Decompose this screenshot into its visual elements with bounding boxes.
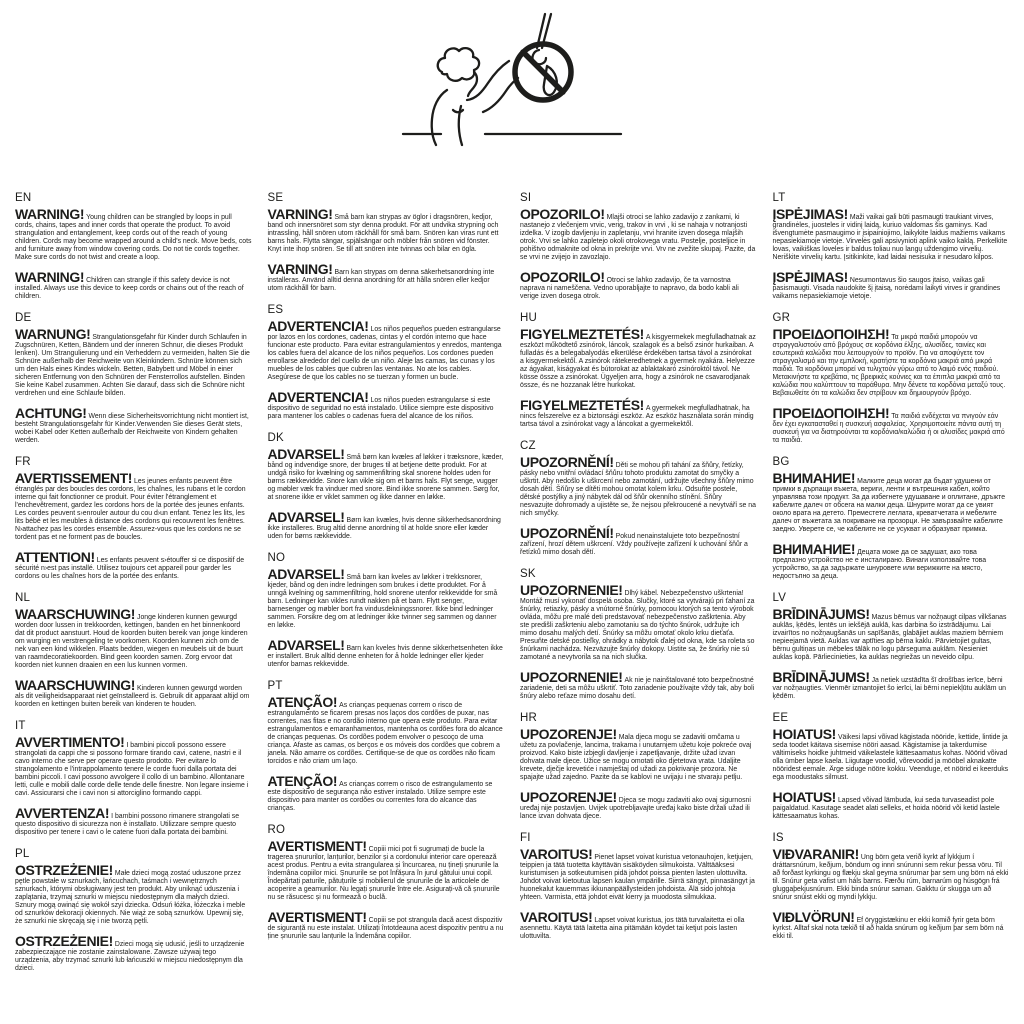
warning-body: Små barn kan kveles av løkker i trekksnorer, kjeder, bånd og den indre ledningen som brukes i dette produktet. For å unngå kvelning og sammenfiltring, hold snorene utenfor rekkevidde for små barn. Ledninger kan vikles rundt nakken på et barn. Flytt senger, barnesenger og møbler bort fra vindusdekningssnorer. Ikke bind ledninger sammen. Forsikre deg om at ledninger ikke tvinner seg sammen og danner en løkke. xyxy=(267,574,498,629)
warning-paragraph xyxy=(773,406,1010,445)
lang-section-es xyxy=(268,304,505,421)
warning-body: Dlhý kábel. Nebezpečenstvo uškrtenia! Montáž musí vykonať dospelá osoba. Slučky, ktoré sa vytvárajú pri ťahaní za šnúrky, retiazky, pásky a vnútorné šnúrky, pomocou ktorých sa tento výrobok ovláda, môžu pre malé deti predstavovať nebezpečenstvo zaškrtenia. Aby ste predišli zaškrteniu alebo zamotaniu sa do týchto šnúrok, udržujte ich mimo dosahu malých detí. Šnúrky sa môžu omotať okolo krku dieťaťa. Presuňte detské postieľky, ohrádky a nábytok ďalej od okna, kde sa roleta so šnúrkami nachádza. Nezväzujte šnúrky dokopy. Uistite sa, že šnúrky nie sú zamotané a nevytvorila sa na nich slučka. xyxy=(520,590,755,661)
warning-body: Barn kan kveles hvis denne sikkerhetsenheten ikke er installert. Bruk alltid denne enheten for å holde ledninger eller kjeder utenfor barnas rekkevidde. xyxy=(267,645,503,668)
warning-title: UPOZORNENIE! xyxy=(520,582,623,598)
warning-body: I bambini piccoli possono essere strangolati da cappi che si possono formare tirando cavi, catene, nastri e il cavo interno che serve per operare questo prodotto. Per evitare lo strangolamento e l'intrappolamento tenere le corde fuori dalla portata dei bambini piccoli. I cavi possono avvolgere il collo di un bambino. Allontanare letti, culle e mobili dalle corde delle tende delle finestre. Non legare insieme i cavi. Assicurarsi che i cavi non si attorciglino formando cappi. xyxy=(15,742,249,797)
warning-body: Mlajši otroci se lahko zadavijo z zankami, ki nastanejo z vlečenjem vrvic, verig, trakov in vrvi , ki se nahaja v notranjosti izdelka. V izogib davljenju in zapletanju, vrvi hranite izven dosega mlajših otrok. Vrvi se lahko zapletejo okoli otrokovega vratu. Postelje, posteljice in pohištvo odmaknite od okna in prekrijte vrvi. Vrv ne zvežite skupaj. Pazite, da se vrvi ne zvijejo in zavozlajo. xyxy=(520,214,756,261)
warning-paragraph xyxy=(520,847,757,902)
warning-paragraph xyxy=(773,270,1010,301)
warning-title: UPOZORENJE! xyxy=(520,726,617,742)
warning-title: ADVARSEL! xyxy=(267,446,345,462)
lang-section-no xyxy=(268,552,505,669)
warning-body: Mazus bērnus var nožņaugt cilpas vilkšanas auklās, ķēdēs, lentēs un iekšējā auklā, kas darbina šo izstrādājumu. Lai izvairītos no nožņaugšanās un sapīšanās, glabājiet auklas maziem bērniem nepieejamā vietā. Auklas var aptīties ap bērna kaklu. Pārvietojiet gultas, bērnu gultiņas un mēbeles tālāk no logu pārseguma auklām. Nesieniet auklas kopā. Pārliecinieties, ka auklas negriežas un neveido cilpu. xyxy=(772,614,1007,661)
language-code: EN xyxy=(15,192,32,204)
warning-title: VIÐLVÖRUN! xyxy=(772,909,855,925)
warning-paragraph xyxy=(773,727,1010,782)
lang-section-bg xyxy=(773,456,1010,581)
warning-title: ADVERTENCIA! xyxy=(267,389,369,405)
warning-paragraph xyxy=(268,774,505,813)
warning-title: WAARSCHUWING! xyxy=(15,677,136,693)
warning-paragraph xyxy=(773,471,1010,534)
warning-paragraph xyxy=(15,735,252,798)
warning-paragraph xyxy=(268,910,505,941)
warning-title: AVERTISMENT! xyxy=(267,909,367,925)
warning-paragraph xyxy=(773,207,1010,262)
warning-paragraph xyxy=(520,207,757,262)
warning-paragraph xyxy=(268,447,505,502)
lang-section-hr xyxy=(520,712,757,821)
warning-title: ATTENTION! xyxy=(15,549,95,565)
warning-body: As crianças pequenas correm o risco de estrangulamento se ficarem presas nos laços dos cordões de puxar, nas correntes, nas fitas e no cordão interno que opera este produto. Para evitar estrangulamentos e emaranhamentos, mantenha os cordões fora do alcance de crianças pequenas. Os cordões podem envolver o pescoço de uma criança. Afaste as camas, os berços e os móveis dos cordões que cobrem a janela. Não amarre os cordões. Certifique-se de que os cordões não ficam torcidos e não criam um laço. xyxy=(267,702,503,765)
warning-body: Maži vaikai gali būti pasmaugti traukiant virves, grandinėles, juosteles ir vidinį laidą, kuriuo valdomas šis gaminys. Kad išvengtumėte pasmaugimo ir įsipainiojimo, laikykite laidus mažiems vaikams nepasiekiamoje vietoje. Virvelės gali apsivynioti aplink vaiko kaklą. Perkelkite lovas, vaikiškas loveles ir baldus toliau nuo langų uždengimo virvelių. Neriškite virvelių kartu. Įsitikinkite, kad laidai nesisuka ir nesudaro kilpos. xyxy=(772,214,1008,261)
warning-paragraph xyxy=(520,670,757,701)
warning-title: UPOZORENJE! xyxy=(520,789,617,805)
warning-paragraph xyxy=(773,327,1010,398)
warning-title: VAROITUS! xyxy=(520,909,593,925)
lang-section-it xyxy=(15,720,252,837)
language-code: EE xyxy=(772,712,789,724)
warning-title: AVERTISMENT! xyxy=(267,838,367,854)
child-cord-prohibition-illustration xyxy=(395,10,630,172)
warning-paragraph xyxy=(15,678,252,709)
lang-section-hu xyxy=(520,312,757,429)
language-code: IT xyxy=(15,720,26,732)
warning-body: Los niños pueden estrangularse si este dispositivo de seguridad no está instalado. Utilice siempre este dispositivo para mantener los cables o cadenas fuera del alcance de los niños. xyxy=(267,397,494,420)
warning-paragraph xyxy=(15,406,252,445)
lang-section-dk xyxy=(268,432,505,541)
warning-paragraph xyxy=(773,847,1010,902)
warning-body: Strangulationsgefahr für Kinder durch Schlaufen in Zugschnüren, Ketten, Bändern und der inneren Schnur, die dieses Produkt lenken). Um Strangulierung und ein Verheddern zu vermeiden, halten Sie die Schnüre außerhalb der Reichweite von Kleinkindern. Schnüre können sich um den Hals eines Kindes wickeln. Betten, Babybett und Möbel in einer sicheren Entfernung von den Schnüren der Fensterrollos aufstellen. Binden Sie keine Kabel zusammen. Achten Sie darauf, dass sich die Schnüre nicht verdrehen und eine Schlaufe bilden. xyxy=(15,334,250,397)
warning-paragraph xyxy=(268,638,505,669)
warning-paragraph xyxy=(773,607,1010,662)
column-4 xyxy=(773,184,1010,984)
warning-title: FIGYELMEZTETÉS! xyxy=(520,397,644,413)
warning-title: VARNING! xyxy=(267,206,333,222)
lang-section-nl xyxy=(15,592,252,709)
lang-section-sk xyxy=(520,568,757,701)
warning-title: ĮSPĖJIMAS! xyxy=(772,206,848,222)
warning-paragraph xyxy=(268,319,505,382)
warning-body: Copiii mici pot fi sugrumați de bucle la tragerea șnururilor, lanțurilor, benzilor și a cordonului interior care operează acest produs. Pentru a evita strangularea și încurcarea, nu țineți șnururile la îndemâna copiilor mici. Șnururile se pot înfășura în jurul gâtului unui copil. Îndepărtați paturile, pătuțurile și mobilierul de șnururile de la articolele de acoperire a geamurilor. Nu legați șnururile între ele. Asigurați-vă că șnururile nu se răsucesc și nu formează o buclă. xyxy=(267,846,500,901)
warning-paragraph xyxy=(268,390,505,421)
warning-body: Lapset voivat kuristua, jos tätä turvalaitetta ei olla asennettu. Käytä tätä laitetta aina pitämään köydet tai ketjut pois lasten ulottuvilta. xyxy=(520,917,745,940)
warning-paragraph xyxy=(773,790,1010,821)
warning-title: WAARSCHUWING! xyxy=(15,606,136,622)
warning-paragraph xyxy=(520,270,757,301)
language-code: IS xyxy=(772,832,784,844)
warning-title: VARNING! xyxy=(267,261,333,277)
lang-section-ee xyxy=(773,712,1010,821)
warning-body: Nesumontavus šio saugos įtaiso, vaikas gali pasismaugti. Visada naudokite šį įtaisą, norėdami laikyti virves ir grandines vaikams nepasiekiamoje vietoje. xyxy=(772,277,1001,300)
warning-title: ACHTUNG! xyxy=(15,405,87,421)
warning-title: WARNING! xyxy=(15,269,85,285)
lang-section-pl xyxy=(15,848,252,973)
warning-body: Children can strangle if this safety device is not installed. Always use this device to keep cords or chains out of the reach of children. xyxy=(15,277,244,300)
language-code: ES xyxy=(267,304,284,316)
language-columns xyxy=(0,178,1024,984)
warning-body: Děti se mohou při tahání za šňůry, řetízky, pásky nebo vnitřní ovládací šňůru tohoto produktu zamotat do smyčky a uškrtit. Aby nedošlo k uškrcení nebo zamotání, udržujte všechny šňůry mimo dosah dětí. Šňůry se dítěti mohou omotat kolem krku. Odsuňte postele, dětské postýlky a jiný nábytek dál od šňůr okenního stínění. Šňůry nesvazujte dohromady a ujistěte se, že nejsou překroucené a nevytváří se na nich smyčky. xyxy=(520,462,756,517)
lang-section-ro xyxy=(268,824,505,941)
column-1 xyxy=(15,184,252,984)
language-code: CZ xyxy=(520,440,536,452)
warning-paragraph xyxy=(520,790,757,821)
warning-title: FIGYELMEZTETÉS! xyxy=(520,326,644,342)
warning-paragraph xyxy=(15,806,252,837)
warning-body: Τα παιδιά ενδέχεται να πνιγούν εάν δεν έχει εγκατασταθεί η συσκευή ασφαλείας. Χρησιμοποιείτε πάντα αυτή τη συσκευή για να διατηρούνται τα κορδόνια/καλώδια ή οι αλυσίδες μακριά από τα παιδιά. xyxy=(772,413,1005,444)
warning-body: Copiii se pot strangula dacă acest dispozitiv de siguranță nu este instalat. Utilizați întotdeauna acest dispozitiv pentru a nu ține șnururile sau lanțurile la îndemâna copiilor. xyxy=(267,917,504,940)
language-code: LV xyxy=(772,592,787,604)
warning-title: AVERTISSEMENT! xyxy=(15,470,133,486)
warning-body: Ak nie je nainštalované toto bezpečnostné zariadenie, deti sa môžu uškrtiť. Toto zariadenie používajte vždy tak, aby boli šnúry alebo reťaze mimo dosahu detí. xyxy=(520,677,755,700)
warning-title: VAROITUS! xyxy=(520,846,593,862)
warning-paragraph xyxy=(268,510,505,541)
warning-body: Les jeunes enfants peuvent être étranglés par des boucles des cordons, les chaînes, les rubans et le cordon interne qui fait fonctionner ce produit. Pour éviter l'étranglement et l'enchevêtrement, gardez les cordons hors de la portée des jeunes enfants. Les cordes peuvent s›enrouler autour du cou d›un enfant. Tenez les lits, les lits bébé et les meubles à distance des cordons qui recouvrent les fenêtres. N›attachez pas les cordes ensemble. Assurez-vous que les cordons ne se tordent pas et ne forment pas de boucles. xyxy=(15,478,246,541)
child-head xyxy=(437,48,478,81)
warning-body: Ja netiek uzstādīta šī drošības ierīce, bērni var nožņaugties. Vienmēr izmantojiet šo ierīci, lai bērni nepiekļūtu auklām un ķēdēm. xyxy=(772,677,1007,700)
warning-body: Jonge kinderen kunnen gewurgd worden door lussen in trekkoorden, kettingen, banden en het binnenkoord dat dit product aanstuurt. Houd de koorden buiten bereik van jonge kinderen om wurging en verstrengeling te voorkomen. Koorden kunnen zich om de nek van een kind wikkelen. Plaats bedden, wiegen en meubels uit de buurt van raamdecoratiekoorden. Bind geen koorden samen. Zorg ervoor dat koorden niet kunnen draaien en een lus kunnen vormen. xyxy=(15,614,248,669)
warning-body: Pienet lapset voivat kuristua vetonauhojen, ketjujen, teippien ja tätä tuotetta käyttävän sisäköyden silmukoista. Välttääksesi kuristumisen ja sotkeutumisen pidä johdot poissa pienten lasten ulottuvilta. Johdot voivat kietoutua lapsen kaulan ympärille. Siirrä sängyt, pinnasängyt ja huonekalut kauemmas ikkunanpäällysteiden johdoista. Älä sido johtoja yhteen. Varmista, että johdot eivät kierry ja muodosta silmukkaa. xyxy=(520,854,755,901)
warning-paragraph xyxy=(268,262,505,293)
warning-body: Young children can be strangled by loops in pull cords, chains, tapes and inner cords that operate the product. To avoid strangulation and entanglement, keep cords out of the reach of young children. Cords may become wrapped around a child's neck. Move beds, cots and furniture away from window covering cords. Do not tie cords together. Make sure cords do not twist and create a loop. xyxy=(15,214,252,261)
lang-section-lt xyxy=(773,192,1010,301)
lang-section-en xyxy=(15,192,252,301)
warning-title: ВНИМАНИЕ! xyxy=(772,470,856,486)
warning-title: ADVARSEL! xyxy=(267,566,345,582)
warning-title: OPOZORILO! xyxy=(520,269,605,285)
warning-body: Dzieci mogą się udusić, jeśli to urządzenie zabezpieczające nie zostanie zainstalowane. Zawsze używaj tego urządzenia, aby trzymać sznurki lub łańcuszki w miejscu niedostępnym dla dzieci. xyxy=(15,941,245,972)
language-code: RO xyxy=(267,824,286,836)
warning-body: Mala djeca mogu se zadaviti omčama u užetu za povlačenje, lancima, trakama i unutarnjem užetu koje pokreće ovaj proizvod. Kako biste izbjegli davljenje i zapetljavanje, držite užad izvan dohvata male djece. Užice se mogu omotati oko djetetova vrata. Udaljite krevete, dječje krevetiće i namještaj od užadi za pokrivanje prozora. Ne spajajte užad zajedno. Pazite da se kablovi ne uvijaju i ne stvaraju petlju. xyxy=(520,734,752,781)
illustration-area xyxy=(0,0,1024,178)
warning-body: Djeca se mogu zadaviti ako ovaj sigurnosni uređaj nije postavljen. Uvijek upotrebljavajte uređaj kako biste držali užad ili lance izvan dohvata djece. xyxy=(520,797,751,820)
language-code: SI xyxy=(520,192,532,204)
warning-title: ADVARSEL! xyxy=(267,637,345,653)
warning-title: OSTRZEŻENIE! xyxy=(15,862,113,878)
warning-paragraph xyxy=(15,550,252,581)
warning-title: ADVERTENCIA! xyxy=(267,318,369,334)
lang-section-is xyxy=(773,832,1010,941)
warning-title: ΠΡΟΕΙΔΟΠΟΙΗΣΗ! xyxy=(772,405,890,421)
warning-title: ADVARSEL! xyxy=(267,509,345,525)
warning-paragraph xyxy=(520,526,757,557)
warning-title: HOIATUS! xyxy=(772,789,836,805)
column-2 xyxy=(268,184,505,984)
warning-title: OSTRZEŻENIE! xyxy=(15,933,113,949)
warning-body: Otroci se lahko zadavijo, če ta varnostna naprava ni nameščena. Vedno uporabljajte to napravo, da bodo kabli ali verige izven dosega otrok. xyxy=(520,277,739,300)
language-code: DK xyxy=(267,432,284,444)
warning-paragraph xyxy=(773,542,1010,581)
warning-body: A gyermekek megfulladhatnak, ha nincs felszerelve ez a biztonsági eszköz. Az eszköz használata során mindig tartsa távol a zsinórokat vagy a láncokat a gyermekektől. xyxy=(520,405,754,428)
warning-title: WARNUNG! xyxy=(15,326,91,342)
warning-body: Wenn diese Sicherheitsvorrichtung nicht montiert ist, besteht Strangulationsgefahr für Kinder.Verwenden Sie dieses Gerät stets, wobei Kabel oder Ketten außerhalb der Reichweite von Kindern gehalten werden. xyxy=(15,413,249,444)
language-code: NL xyxy=(15,592,31,604)
language-code: PL xyxy=(15,848,30,860)
warning-paragraph xyxy=(520,455,757,518)
warning-paragraph xyxy=(773,670,1010,701)
lang-section-gr xyxy=(773,312,1010,445)
lang-section-cz xyxy=(520,440,757,557)
warning-paragraph xyxy=(773,910,1010,941)
warning-body: Ung börn geta verið kyrkt af lykkjum í dráttarsnúrum, keðjum, böndum og innri snúrunni sem rekur þessa vöru. Til að forðast kyrkingu og flækju skal geyma snúrurnar þar sem ung börn ná ekki til. Snúrur geta vafist um háls barns. Færðu rúm, barnarúm og húsgögn frá gluggaþekjusnúrum. Ekki binda snúrur saman. Gakktu úr skugga um að snúrur snúist ekki og myndi lykkju. xyxy=(772,854,1009,901)
warning-paragraph xyxy=(268,207,505,254)
warning-paragraph xyxy=(520,910,757,941)
language-code: NO xyxy=(267,552,286,564)
warning-paragraph xyxy=(268,839,505,902)
warning-paragraph xyxy=(268,567,505,630)
warning-paragraph xyxy=(15,934,252,973)
warning-body: Los niños pequeños pueden estrangularse por lazos en los cordones, cadenas, cintas y el cordón interno que hace funcionar este producto. Para evitar estrangulamientos y enredos, mantenga los cables fuera del alcance de los niños pequeños. Los cordones pueden enrollarse alrededor del cuello de un niño. Aleje las camas, las cunas y los muebles de los cables que cubren las ventanas. No ate los cables. Asegúrese de que los cables no se tuerzan y formen un bucle. xyxy=(267,326,502,381)
warning-body: A kisgyermekek megfulladhatnak az eszközt működtető zsinórok, láncok, szalagok és a belső zsinór hurkaiban. A fulladás és a belegabalyodás elkerülése érdekében tartsa távol a zsinórokat a kisgyermekektől. A zsinórok rátekeredhetnek a gyermek nyakára. Helyezze az ágyakat, kiságyakat és bútorokat az ablaktakaró zsinóroktól távol. Ne kösse össze a zsinórokat. Ügyeljen arra, hogy a zsinórok ne csavarodjanak össze, és ne hozzanak létre hurkokat. xyxy=(520,334,756,389)
warning-body: Małe dzieci mogą zostać uduszone przez pętle powstałe w sznurkach, łańcuchach, taśmach i wewnętrznych sznurkach, którymi obsługiwany jest ten produkt. Aby uniknąć uduszenia i zaplątania, trzymaj sznurki w miejscu niedostępnym dla małych dzieci. Sznury mogą owinąć się wokół szyi dziecka. Odsuń łóżka, łóżeczka i meble od sznurków dekoracji okiennych. Nie wiąż ze sobą sznurków. Upewnij się, że sznurki nie skręcają się i nie tworzą pętli. xyxy=(15,870,246,925)
warning-body: I bambini possono rimanere strangolati se questo dispositivo di sicurezza non è installato. Utilizzare sempre questo dispositivo per tenere i cavi o le catene fuori dalla portata dei bambini. xyxy=(15,813,240,836)
warning-body: Børn kan kvæles, hvis denne sikkerhedsanordning ikke installeres. Brug altid denne anordning til at holde snore eller kæder uden for børns rækkevidde. xyxy=(267,517,501,540)
lang-section-fr xyxy=(15,456,252,581)
warning-body: Små barn kan strypas av öglor i dragsnören, kedjor, band och innersnöret som styr denna produkt. För att undvika strypning och intrassling, håll snören utom räckhåll för små barn. Snören kan viras runt ett barns hals. Flytta sängar, spjälsängar och möbler från snören vid fönster. Knyt inte ihop snören. Se till att snören inte tvinnas och bilar en ögla. xyxy=(267,214,499,253)
warning-title: AVVERTIMENTO! xyxy=(15,734,125,750)
warning-body: Små børn kan kvæles af løkker i træksnore, kæder, bånd og indvendige snore, der bruges til at betjene dette produkt. For at undgå risiko for kvælning og sammenfiltring skal snorene holdes uden for børns rækkevidde. Snore kan vikle sig om et barns hals. Flyt senge, vugger og møbler væk fra vinduer med snore. Bind ikke snorene sammen. Sørg for, at snorene ikke er viklet sammen og ikke danner en løkke. xyxy=(267,454,504,501)
warning-paragraph xyxy=(15,327,252,398)
warning-paragraph xyxy=(520,398,757,429)
warning-body: Τα μικρά παιδιά μπορούν να στραγγαλιστούν από βρόχους σε κορδόνια έλξης, αλυσίδες, ταινίες και εσωτερικά καλώδια που λειτουργούν το προϊόν. Για να αποφύγετε τον στραγγαλισμό και την εμπλοκή, κρατήστε τα κορδόνια μακριά από μικρά παιδιά. Τα κορδόνια μπορεί να τυλιχτούν γύρω από το λαιμό ενός παιδιού. Μετακινήστε τα κρεβάτια, τις βρεφικές κούνιες και τα έπιπλα μακριά από τα καλώδια που καλύπτουν τα παράθυρα. Μην δένετε τα κορδόνια μεταξύ τους. Βεβαιωθείτε ότι τα καλώδια δεν στρίβουν και δημιουργούν βρόχο. xyxy=(772,334,1006,397)
language-code: FI xyxy=(520,832,531,844)
warning-body: Barn kan strypas om denna säkerhetsanordning inte installeras. Använd alltid denna anordning för att hålla snören eller kedjor utom räckhåll för barn. xyxy=(267,269,495,292)
warning-body: Ef öryggistækinu er ekki komið fyrir geta börn kyrkst. Alltaf skal nota tækið til að halda snúrum og keðjum þar sem börn ná ekki til. xyxy=(772,917,1004,940)
column-3 xyxy=(520,184,757,984)
warning-paragraph xyxy=(15,607,252,670)
lang-section-de xyxy=(15,312,252,445)
warning-title: VIÐVARANIR! xyxy=(772,846,859,862)
warning-title: ВНИМАНИЕ! xyxy=(772,541,856,557)
warning-body: Kinderen kunnen gewurgd worden als dit veiligheidsapparaat niet geïnstalleerd is. Gebruik dit apparaat altijd om koorden en kettingen buiten bereik van kinderen te houden. xyxy=(15,685,250,708)
warning-paragraph xyxy=(520,727,757,782)
language-code: PT xyxy=(267,680,283,692)
warning-body: As crianças correm o risco de estrangulamento se este dispositivo de segurança não estiver instalado. Utilize sempre este dispositivo para manter os cordões ou correntes fora do alcance das crianças. xyxy=(267,781,493,812)
language-code: FR xyxy=(15,456,31,468)
warning-paragraph xyxy=(268,695,505,766)
warning-title: ĮSPĖJIMAS! xyxy=(772,269,848,285)
warning-paragraph xyxy=(520,327,757,390)
warning-title: ATENÇÃO! xyxy=(267,773,338,789)
language-code: BG xyxy=(772,456,790,468)
warning-body: Les enfants peuvent s›étouffer si ce dispositif de sécurité n›est pas installé. Utilisez toujours cet appareil pour garder les cordons ou les chaînes hors de la portée des enfants. xyxy=(15,557,245,580)
lang-section-fi xyxy=(520,832,757,941)
warning-body: Малките деца могат да бъдат удушени от примки в дърпащи въжета, вериги, ленти и вътрешния кабел, който управлява този продукт. За да избегнете удушаване и оплитане, дръжте кабелите далеч от обсега на малки деца. Шнурите могат да се увият около врата на детето. Преместете леглата, креватчетата и мебелите далеч от въжетата за покриване на прозорци. Не завързвайте кабелите заедно. Уверете се, че кабелите не се усукват и образуват примка. xyxy=(772,478,1006,533)
warning-title: BRĪDINĀJUMS! xyxy=(772,606,870,622)
lang-section-si xyxy=(520,192,757,301)
warning-body: Pokud nenainstalujete toto bezpečnostní zařízení, hrozí dětem uškrcení. Vždy používejte zařízení k uchování šňůr a řetízků mimo dosah dětí. xyxy=(520,533,748,556)
warning-title: WARNING! xyxy=(15,206,85,222)
warning-title: UPOZORNĚNÍ! xyxy=(520,525,614,541)
warning-body: Väikesi lapsi võivad kägistada nööride, kettide, lintide ja seda toodet käitava sisemise nööri aasad. Kägistamise ja takerdumise vältimiseks hoidke juhtmeid väikelastele kättesaamatus kohas. Nöörid võivad olla ümber lapse kaela. Liigutage voodid, võrevoodid ja mööbel aknakatte nööridest eemale. Ärge siduge nööre kokku. Veenduge, et nöörid ei keerduks ega moodustaks silmust. xyxy=(772,734,1009,781)
lang-section-pt xyxy=(268,680,505,813)
child-back xyxy=(431,90,446,145)
warning-paragraph xyxy=(15,207,252,262)
warning-title: BRĪDINĀJUMS! xyxy=(772,669,870,685)
lang-section-lv xyxy=(773,592,1010,701)
lang-section-se xyxy=(268,192,505,293)
warning-title: AVVERTENZA! xyxy=(15,805,110,821)
warning-paragraph xyxy=(15,270,252,301)
warning-paragraph xyxy=(520,583,757,662)
language-code: GR xyxy=(772,312,791,324)
warning-title: HOIATUS! xyxy=(772,726,836,742)
warning-body: Lapsed võivad lämbuda, kui seda turvaseadist pole paigaldatud. Kasutage seadet alati selleks, et hoida nöörid või ketid lastele kättesaamatus kohas. xyxy=(772,797,1000,820)
warning-body: Децата може да се задушат, ако това предпазно устройство не е инсталирано. Винаги използвайте това устройство, за да задържате шнуровете или верижките на място, недостъпно за деца. xyxy=(772,549,987,580)
warning-title: OPOZORILO! xyxy=(520,206,605,222)
warning-paragraph xyxy=(15,471,252,542)
child-chest-line xyxy=(453,110,463,112)
warning-title: UPOZORNENIE! xyxy=(520,669,623,685)
warning-paragraph xyxy=(15,863,252,926)
warning-title: UPOZORNĚNÍ! xyxy=(520,454,614,470)
warning-title: ΠΡΟΕΙΔΟΠΟΙΗΣΗ! xyxy=(772,326,890,342)
language-code: DE xyxy=(15,312,32,324)
language-code: LT xyxy=(772,192,786,204)
language-code: SE xyxy=(267,192,284,204)
language-code: HR xyxy=(520,712,538,724)
warning-title: ATENÇÃO! xyxy=(267,694,338,710)
language-code: SK xyxy=(520,568,536,580)
language-code: HU xyxy=(520,312,538,324)
